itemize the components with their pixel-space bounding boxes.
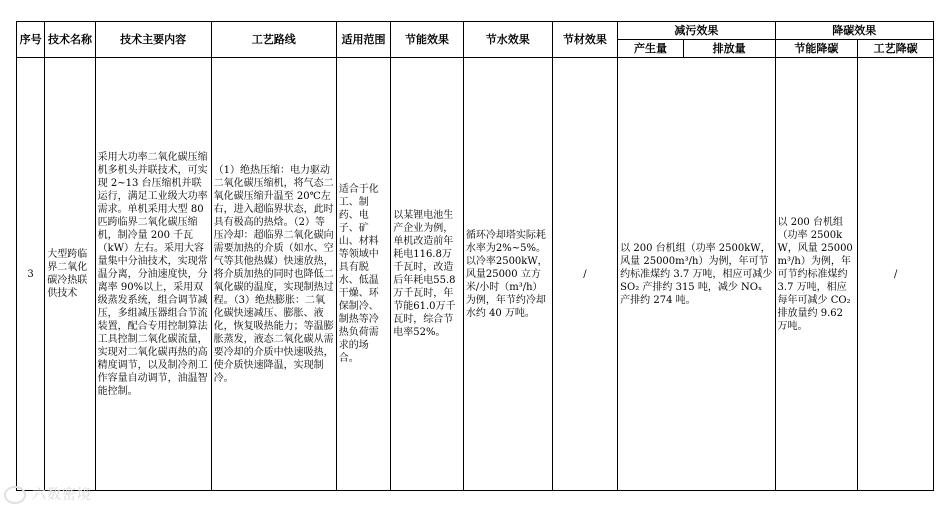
header-scope: 适用范围 bbox=[336, 22, 390, 58]
cell-main-content: 采用大功率二氧化碳压缩机多机头并联技术，可实现 2~13 台压缩机并联运行，满足工业级大功率需求。单机采用大型 80匹跨临界二氧化碳压缩机，制冷量 200 千瓦（kW）左右。采用大容量集中分油技术，实现常温分离，分油速度快，分离率 90%以上，采用双级蒸发系统，组合调节减压，多组减压器组合节流装置，配合专用控制算法工具控制二氧化碳流量，实现对二氧化碳再热的高精度调节，以及制冷剂工作容量自动调节，油温智能控制。 bbox=[95, 58, 211, 491]
header-pollution-emit: 排放量 bbox=[683, 40, 775, 58]
header-water: 节水效果 bbox=[463, 22, 552, 58]
header-tech-name: 技术名称 bbox=[45, 22, 95, 58]
cell-material: / bbox=[552, 58, 618, 491]
technology-table bbox=[16, 21, 934, 491]
header-main-content: 技术主要内容 bbox=[95, 22, 211, 58]
cell-tech-name: 大型跨临界二氧化碳冷热联供技术 bbox=[45, 58, 95, 491]
header-pollution: 减污效果 bbox=[618, 22, 775, 40]
table-row bbox=[17, 58, 934, 491]
header-energy: 节能效果 bbox=[391, 22, 464, 58]
header-carbon: 降碳效果 bbox=[775, 22, 933, 40]
cell-carbon-process: / bbox=[858, 58, 934, 491]
cell-pollution: 以 200 台机组（功率 2500kW，风量 25000m³/h）为例，年可节约标准煤约 3.7 万吨，相应可减少 SO₂ 产排约 315 吨，减少 NOₓ 产排约 274 吨。 bbox=[618, 58, 775, 491]
header-carbon-energy: 节能降碳 bbox=[775, 40, 858, 58]
header-carbon-process: 工艺降碳 bbox=[858, 40, 934, 58]
cell-scope: 适合于化工、制药、电子、矿山、材料等领域中具有脱水、低温干燥、环保制冷、制热等冷热负荷需求的场合。 bbox=[336, 58, 390, 491]
cell-energy: 以某锂电池生产企业为例，单机改造前年耗电116.8万千瓦时，改造后年耗电55.8 万千瓦时，年节能61.0万千瓦时，综合节电率52%。 bbox=[391, 58, 464, 491]
header-pollution-gen: 产生量 bbox=[618, 40, 684, 58]
watermark-logo-icon bbox=[4, 486, 26, 504]
header-process-route: 工艺路线 bbox=[211, 22, 336, 58]
header-material: 节材效果 bbox=[552, 22, 618, 58]
watermark bbox=[4, 484, 92, 504]
cell-carbon-energy: 以 200 台机组（功率 2500kW，风量 25000m³/h）为例，年可节约标准煤约 3.7 万吨，相应每年可减少 CO₂ 排放量约 9.62 万吨。 bbox=[775, 58, 858, 491]
watermark-text: 六数密境 bbox=[32, 487, 92, 503]
cell-water: 循环冷却塔实际耗水率为2%~5%。以冷率2500kW，风量25000 立方米/小时（m³/h）为例，年节约冷却水约 40 万吨。 bbox=[463, 58, 552, 491]
cell-seq: 3 bbox=[17, 58, 45, 491]
cell-process-route: （1）绝热压缩：电力驱动二氧化碳压缩机，将气态二氧化碳压缩升温至 20℃左右，进入超临界状态，此时具有极高的热焓。（2）等压冷却：超临界二氧化碳向需要加热的介质（如水、空气等其他热媒）快速放热，将介质加热的同时也降低二氧化碳的温度，实现制热过程。（3）绝热膨胀：二氧化碳快速减压、膨胀、液化，恢复吸热能力；等温膨胀蒸发，液态二氧化碳从需要冷却的介质中快速吸热，使介质快速降温，实现制冷。 bbox=[211, 58, 336, 491]
header-seq: 序号 bbox=[17, 22, 45, 58]
